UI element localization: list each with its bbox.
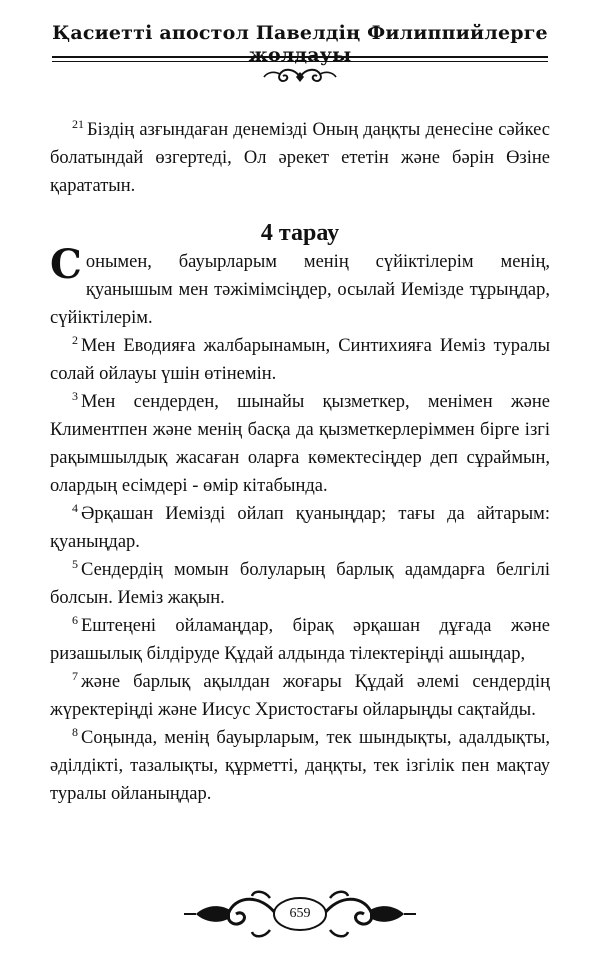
drop-cap: С [50,241,82,288]
verse-number: 4 [72,500,78,515]
verse-8 [50,724,550,808]
verse-text: Әрқашан Иемізді ойлап қуаныңдар; тағы да айтарым: қуаныңдар. [50,504,550,552]
verse-text: Мен сендерден, шынайы қызметкер, менімен және Климентпен және менің басқа да қызметкерлеріммен бірге ізгі рақымшылдық жасаған оларға көмектесіңдер деп сұраймын, олардың есімдері - өмір кітабында. [50,392,550,496]
verse-number: 5 [72,556,78,571]
verse-number: 2 [72,332,78,347]
verse-text: Біздің азғындаған денемізді Оның даңқты денесіне сәйкес болатындай өзгертеді, Ол әрекет ететін және бәрін Өзіне қарататын. [50,120,550,196]
verse-number: 21 [72,116,84,131]
verse-6 [50,612,550,668]
verse-text: Сендердің момын болуларың барлық адамдарға белгілі болсын. Иеміз жақын. [50,560,550,608]
verse-number: 7 [72,668,78,683]
verse-4 [50,500,550,556]
verse-7 [50,668,550,724]
verse-1 [50,241,550,332]
page-number: 659 [289,906,311,921]
flourish-ornament-icon [260,64,340,90]
page-text [50,116,550,808]
verse-number: 3 [72,388,78,403]
verse-number: 6 [72,612,78,627]
verse-text: Соңында, менің бауырларым, тек шындықты, адалдықты, әділдікті, тазалықты, құрметті, даңқты, тек ізгілік пен мақтау туралы ойланыңдар. [50,728,550,804]
verse-text: Ештеңені ойламаңдар, бірақ әрқашан дұғада және ризашылық білдіруде Құдай алдында тілектеріңді ашыңдар, [50,616,550,664]
verse-number: 8 [72,724,78,739]
verse-text: Мен Еводияға жалбарынамын, Синтихияға Иеміз туралы солай ойлауы үшін өтінемін. [50,336,550,384]
chapter-title: 4 тарау [260,220,340,246]
verse-3 [50,388,550,500]
header-rule-thick [52,56,548,58]
header-rule-thin [52,61,548,62]
verse-text: онымен, бауырларым менің сүйіктілерім менің, қуанышым мен тәжімімсіңдер, осылай Иемізде тұрыңдар, сүйіктілерім. [50,252,550,328]
verse-2 [50,332,550,388]
verse-5 [50,556,550,612]
running-header: Қасиетті апостол Павелдің Филиппийлерге жолдауы [52,22,548,66]
verse-text: және барлық ақылдан жоғары Құдай әлемі сендердің жүректеріңді және Иисус Христостағы ойларыңды сақтайды. [50,672,550,720]
verse-21 [50,116,550,200]
